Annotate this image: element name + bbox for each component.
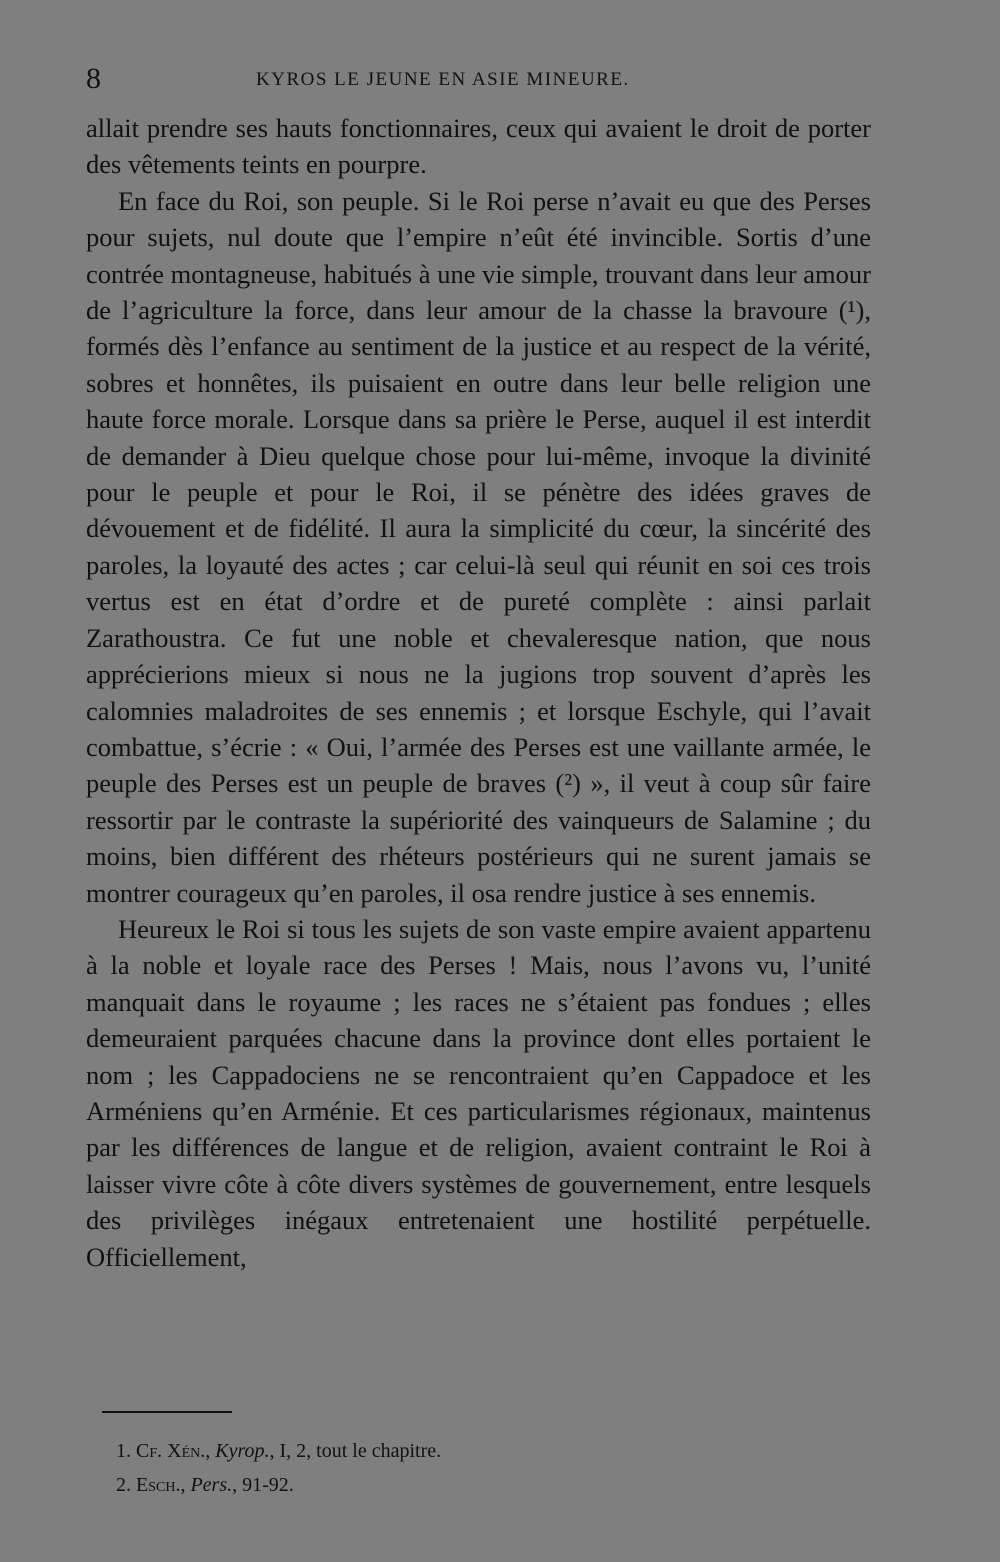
running-head	[86, 62, 871, 96]
footnote-2	[116, 1468, 816, 1502]
paragraph-races: Heureux le Roi si tous les sujets de son vaste empire avaient appartenu à la noble et loyale race des Perses ! Mais, nous l’avons vu, l’unité manquait dans le royaume ; les races ne s’étaient pas fondues ; elles demeuraient parquées chacune dans la province dont elles portaient le nom ; les Cappadociens ne se rencontraient qu’en Cappadoce et les Arméniens qu’en Arménie. Et ces particularismes régionaux, maintenus par les différences de langue et de religion, avaient contraint le Roi à laisser vivre côte à côte divers systèmes de gouvernement, entre lesquels des privilèges inégaux entretenaient une hostilité perpétuelle. Officiellement,	[86, 913, 871, 1272]
body-text	[86, 110, 871, 1275]
paragraph-continued: allait prendre ses hauts fonctionnaires, ceux qui avaient le droit de porter des vêtements teints en pourpre.	[86, 113, 871, 180]
footnote-reference: , I, 2, tout le chapitre.	[269, 1440, 442, 1462]
footnote-number: 1.	[116, 1440, 131, 1462]
footnotes	[116, 1434, 816, 1502]
page-number: 8	[86, 62, 101, 95]
paragraph-perses: En face du Roi, son peuple. Si le Roi perse n’avait eu que des Perses pour sujets, nul doute que l’empire n’eût été invincible. Sortis d’une contrée montagneuse, habitués à une vie simple, trouvant dans leur amour de l’agriculture la force, dans leur amour de la chasse la bravoure (¹), formés dès l’enfance au sentiment de la justice et au respect de la vérité, sobres et honnêtes, ils puisaient en outre dans leur belle religion une haute force morale. Lorsque dans sa prière le Perse, auquel il est interdit de demander à Dieu quelque chose pour lui-même, invoque la divinité pour le peuple et pour le Roi, il se pénètre des idées graves de dévouement et de fidélité. Il aura la simplicité du cœur, la sincérité des paroles, la loyauté des actes ; car celui-là seul qui réunit en soi ces trois vertus est en état d’ordre et de pureté complète : ainsi parlait Zarathoustra. Ce fut une noble et chevaleresque nation, que nous apprécierions mieux si nous ne la jugions trop souvent d’après les calomnies maladroites de ses ennemis ; et lorsque Eschyle, qui l’avait combattue, s’écrie : « Oui, l’armée des Perses est une vaillante armée, le peuple des Perses est un peuple de braves (²) », il veut à coup sûr faire ressortir par le contraste la supériorité des vainqueurs de Salamine ; du moins, bien différent des rhéteurs postérieurs qui ne surent jamais se montrer courageux qu’en paroles, il osa rendre justice à ses ennemis.	[86, 185, 871, 908]
footnote-1	[116, 1434, 816, 1468]
footnote-work-title: Kyrop.	[215, 1440, 270, 1462]
footnote-reference: , 91-92.	[232, 1474, 294, 1496]
footnote-abbreviation: Cf. Xén.,	[136, 1440, 211, 1462]
running-title: KYROS LE JEUNE EN ASIE MINEURE.	[256, 69, 630, 90]
footnote-rule	[102, 1411, 232, 1413]
footnote-abbreviation: Esch.,	[136, 1474, 186, 1496]
footnote-number: 2.	[116, 1474, 131, 1496]
footnote-work-title: Pers.	[190, 1474, 233, 1496]
